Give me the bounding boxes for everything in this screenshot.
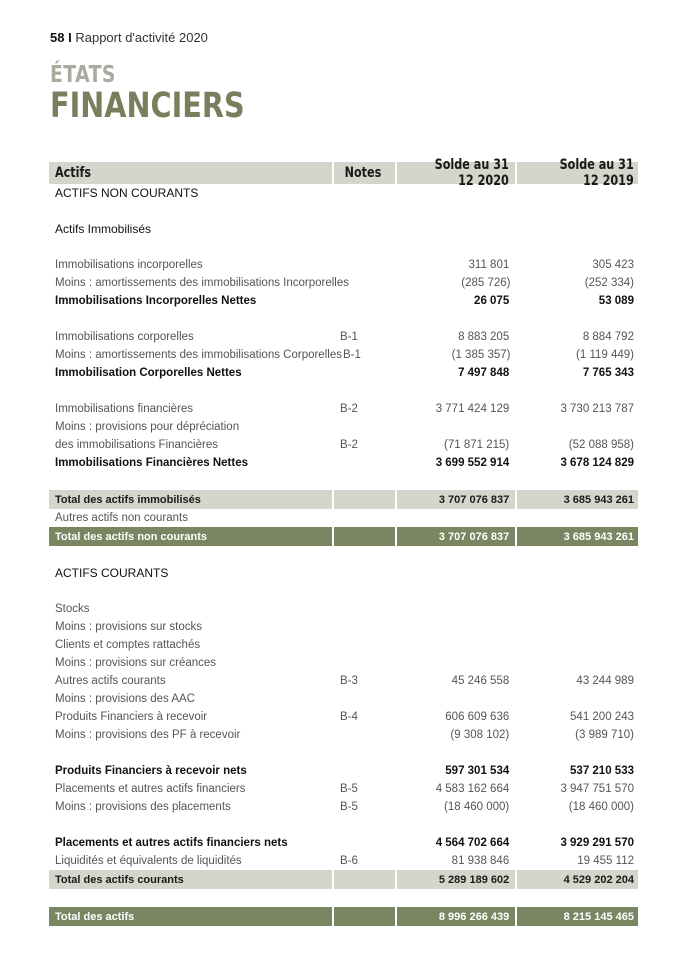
spacer-row [49, 546, 638, 564]
row-value-2019: 537 210 533 [570, 765, 634, 777]
row-value-2019: 7 765 343 [582, 367, 634, 379]
row-value-2019: 305 423 [592, 259, 634, 271]
row-note [334, 834, 395, 852]
table-row [49, 907, 638, 926]
row-note: B-2 [340, 439, 358, 451]
row-value-2019 [517, 509, 638, 527]
row-note [334, 454, 395, 472]
page-header [50, 30, 208, 45]
row-label: Total des actifs immobilisés [49, 490, 332, 509]
row-value-2019 [517, 600, 638, 618]
row-value-2020: 311 801 [468, 259, 510, 271]
row-note [334, 907, 395, 926]
row-value-2019: 8 884 792 [582, 331, 634, 343]
row-label: Moins : provisions des placements [55, 801, 231, 813]
row-value-2020: (18 460 000) [444, 801, 510, 813]
row-label: Immobilisation Corporelles Nettes [55, 367, 242, 379]
table-row [49, 834, 638, 852]
row-value-2020: (9 308 102) [450, 729, 510, 741]
row-note [337, 274, 398, 292]
report-title: Rapport d'activité 2020 [75, 30, 208, 45]
page-title [50, 64, 287, 124]
row-label: Moins : provisions des PF à recevoir [55, 729, 241, 741]
row-note [334, 870, 395, 889]
title-line-1: ÉTATS [50, 62, 116, 88]
row-label: Moins : amortissements des immobilisations Corporelles [55, 349, 342, 361]
table-row [49, 454, 638, 472]
table-row [49, 600, 638, 618]
row-label: Moins : provisions des AAC [55, 693, 195, 705]
row-value-2020 [397, 618, 515, 636]
table-row [49, 418, 638, 436]
table-row [49, 274, 638, 292]
row-label: Total des actifs courants [49, 870, 332, 889]
row-value-2019: (252 334) [584, 277, 634, 289]
row-value-2020: 3 699 552 914 [435, 457, 510, 469]
table-row [49, 798, 638, 816]
row-value-2020: 8 883 205 [458, 331, 510, 343]
row-value-2019: 3 929 291 570 [560, 837, 634, 849]
spacer-row [49, 472, 638, 490]
row-value-2020: 7 497 848 [458, 367, 510, 379]
row-value-2019: 4 529 202 204 [517, 870, 638, 889]
spacer-row [49, 889, 638, 907]
row-note [334, 654, 395, 672]
row-value-2020: 606 609 636 [445, 711, 510, 723]
row-value-2020: 597 301 534 [445, 765, 510, 777]
row-note: B-6 [340, 855, 358, 867]
row-note [334, 184, 395, 202]
row-value-2019: 3 678 124 829 [560, 457, 634, 469]
row-value-2019 [517, 654, 638, 672]
row-note [334, 490, 395, 509]
header-2020: Solde au 31 12 2020 [435, 157, 510, 189]
row-label: Total des actifs [49, 907, 332, 926]
row-value-2020: 4 564 702 664 [435, 837, 510, 849]
row-label: Placements et autres actifs financiers [55, 783, 246, 795]
row-value-2020: 4 583 162 664 [435, 783, 510, 795]
row-value-2019 [517, 220, 638, 238]
table-row [49, 364, 638, 382]
row-note [334, 220, 395, 238]
row-note [334, 726, 395, 744]
row-value-2020: (1 385 357) [451, 349, 511, 361]
row-value-2019 [517, 564, 638, 582]
row-value-2019 [517, 690, 638, 708]
table-row [49, 256, 638, 274]
table-row [49, 527, 638, 546]
row-value-2020: 3 771 424 129 [435, 403, 510, 415]
balance-sheet-table [49, 157, 638, 926]
row-note: B-1 [340, 331, 358, 343]
row-value-2019: (1 119 449) [576, 349, 634, 361]
spacer-row [49, 202, 638, 220]
row-label: ACTIFS NON COURANTS [55, 186, 199, 200]
row-label: Autres actifs non courants [55, 512, 188, 524]
row-label: Stocks [55, 603, 90, 615]
row-value-2020: 3 707 076 837 [397, 490, 515, 509]
row-value-2019: 3 685 943 261 [517, 490, 638, 509]
row-note [334, 509, 395, 527]
row-note [334, 618, 395, 636]
row-value-2020: 26 075 [474, 295, 510, 307]
table-row [49, 690, 638, 708]
row-label: Moins : amortissements des immobilisations Incorporelles [55, 277, 349, 289]
table-row [49, 708, 638, 726]
row-label: Placements et autres actifs financiers nets [55, 837, 288, 849]
row-note [334, 256, 395, 274]
table-row [49, 220, 638, 238]
spacer-row [49, 582, 638, 600]
row-label: Moins : provisions pour dépréciation [55, 421, 240, 433]
row-value-2019: 3 730 213 787 [560, 403, 634, 415]
row-note: B-1 [343, 349, 361, 361]
spacer-row [49, 816, 638, 834]
table-row [49, 654, 638, 672]
row-value-2019: (3 989 710) [575, 729, 634, 741]
header-2019: Solde au 31 12 2019 [559, 157, 634, 189]
table-row [49, 346, 638, 364]
table-row [49, 618, 638, 636]
table-row [49, 852, 638, 870]
row-value-2020 [397, 564, 515, 582]
row-note [334, 292, 395, 310]
row-value-2020: (285 726) [461, 277, 511, 289]
table-row [49, 780, 638, 798]
table-row [49, 436, 638, 454]
table-row [49, 400, 638, 418]
row-label: Autres actifs courants [55, 675, 166, 687]
row-value-2020: 81 938 846 [451, 855, 510, 867]
row-note [334, 564, 395, 582]
spacer-row [49, 238, 638, 256]
spacer-row [49, 310, 638, 328]
row-note [334, 418, 395, 436]
row-label: Immobilisations financières [55, 403, 194, 415]
row-note: B-5 [340, 783, 358, 795]
row-value-2019: 53 089 [598, 295, 634, 307]
row-value-2019: 3 685 943 261 [517, 527, 638, 546]
row-label: Total des actifs non courants [49, 527, 332, 546]
row-value-2020: 45 246 558 [451, 675, 510, 687]
row-value-2020: (71 871 215) [444, 439, 510, 451]
row-label: Liquidités et équivalents de liquidités [55, 855, 242, 867]
row-note: B-5 [340, 801, 358, 813]
row-value-2020: 5 289 189 602 [397, 870, 515, 889]
row-value-2020: 3 707 076 837 [397, 527, 515, 546]
row-note [334, 364, 395, 382]
row-note [334, 762, 395, 780]
row-label: Moins : provisions sur créances [55, 657, 217, 669]
row-label: ACTIFS COURANTS [55, 566, 169, 580]
row-value-2020 [397, 636, 515, 654]
row-value-2019: (52 088 958) [568, 439, 634, 451]
row-note [334, 636, 395, 654]
row-value-2019: 541 200 243 [570, 711, 634, 723]
table-row [49, 509, 638, 527]
table-row [49, 490, 638, 509]
row-note: B-2 [340, 403, 358, 415]
row-label: Produits Financiers à recevoir nets [55, 765, 247, 777]
row-value-2019: 8 215 145 465 [517, 907, 638, 926]
row-value-2019: (18 460 000) [568, 801, 634, 813]
separator: I [68, 30, 72, 45]
table-row [49, 564, 638, 582]
spacer-row [49, 382, 638, 400]
row-value-2020 [397, 690, 515, 708]
row-note: B-3 [340, 675, 358, 687]
table-row [49, 672, 638, 690]
header-notes: Notes [344, 165, 382, 181]
row-label: Moins : provisions sur stocks [55, 621, 202, 633]
row-value-2019: 3 947 751 570 [560, 783, 634, 795]
table-body [49, 184, 638, 926]
table-row [49, 328, 638, 346]
row-value-2019 [517, 418, 638, 436]
row-label: Immobilisations Financières Nettes [55, 457, 249, 469]
row-value-2020 [397, 654, 515, 672]
page-number: 58 [50, 30, 65, 45]
row-label: Produits Financiers à recevoir [55, 711, 208, 723]
title-line-2: FINANCIERS [50, 86, 245, 126]
row-label: Immobilisations incorporelles [55, 259, 203, 271]
table-row [49, 292, 638, 310]
row-label: Immobilisations corporelles [55, 331, 194, 343]
row-value-2020 [397, 509, 515, 527]
row-value-2019: 19 455 112 [577, 855, 634, 867]
row-label: Clients et comptes rattachés [55, 639, 201, 651]
table-row [49, 870, 638, 889]
row-value-2020: 8 996 266 439 [397, 907, 515, 926]
row-label: des immobilisations Financières [55, 439, 218, 451]
row-value-2019 [517, 636, 638, 654]
row-value-2019 [517, 618, 638, 636]
row-label: Immobilisations Incorporelles Nettes [55, 295, 257, 307]
row-note: B-4 [340, 711, 358, 723]
row-value-2019: 43 244 989 [576, 675, 634, 687]
row-value-2020 [397, 600, 515, 618]
row-label: Actifs Immobilisés [55, 222, 152, 236]
spacer-row [49, 744, 638, 762]
row-value-2020 [397, 220, 515, 238]
table-row [49, 762, 638, 780]
row-note [334, 600, 395, 618]
row-note [334, 690, 395, 708]
table-row [49, 636, 638, 654]
table-header [49, 157, 638, 189]
row-note [334, 527, 395, 546]
row-value-2020 [397, 418, 515, 436]
header-actifs: Actifs [55, 165, 92, 181]
table-row [49, 726, 638, 744]
